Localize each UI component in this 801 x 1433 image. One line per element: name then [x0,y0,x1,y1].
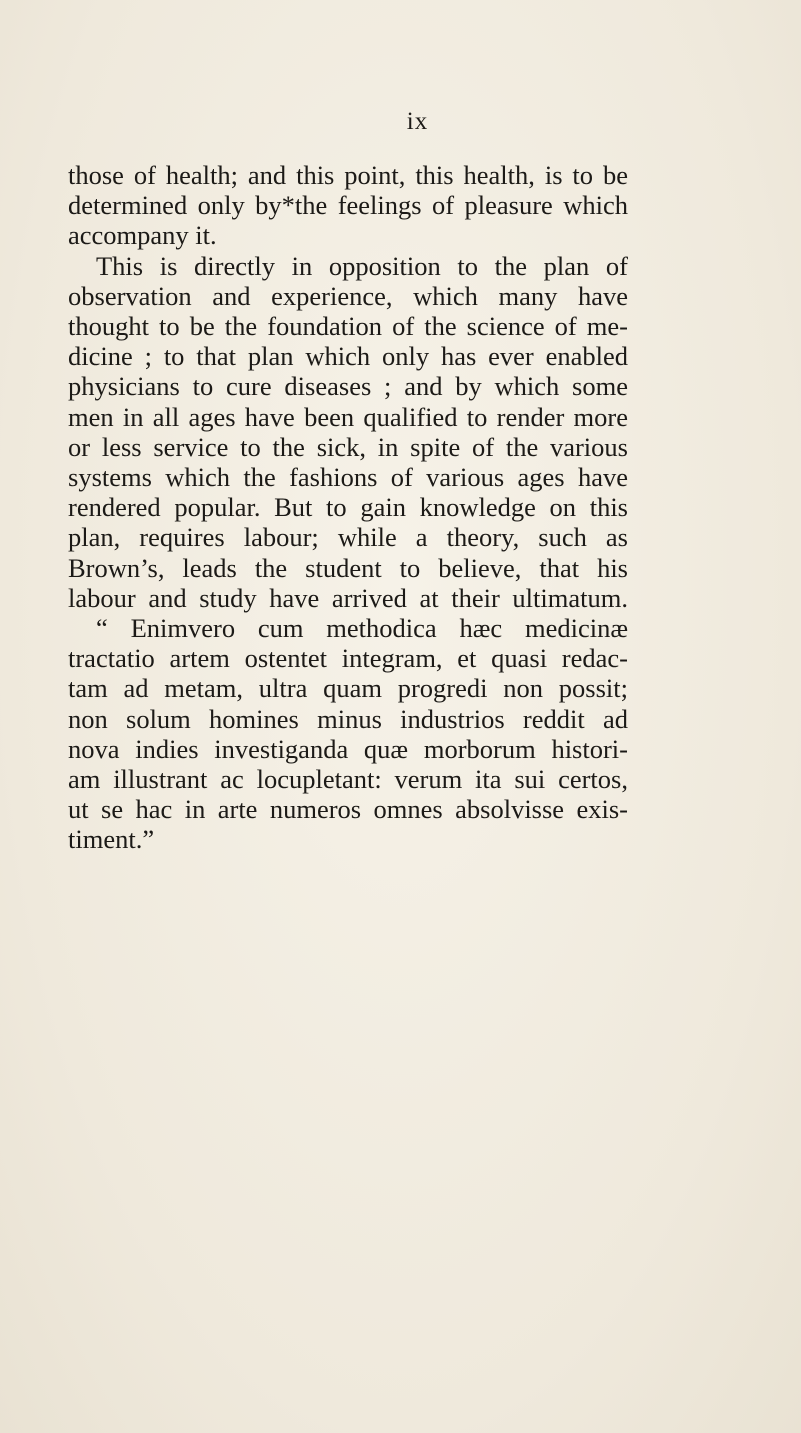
text-line: Brown’s, leads the student to believe, that his [68,552,628,583]
text-line: tractatio artem ostentet integram, et quasi redac- [68,643,628,674]
text-line: plan, requires labour; while a theory, such as [68,522,628,553]
text-line: observation and experience, which many have [68,280,628,311]
text-line: labour and study have arrived at their ultimatum. [68,582,628,613]
text-line: thought to be the foundation of the science of me- [68,311,628,342]
text-line: physicians to cure diseases ; and by which some [68,371,628,402]
text-line: tam ad metam, ultra quam progredi non possit; [68,673,628,704]
text-line: determined only by*the feelings of pleasure which [68,190,628,221]
text-line: dicine ; to that plan which only has ever enabled [68,341,628,372]
text-line: This is directly in opposition to the plan of [96,250,628,281]
text-line: or less service to the sick, in spite of the various [68,431,628,462]
text-line: nova indies investiganda quæ morborum histori- [68,733,628,764]
text-line: rendered popular. But to gain knowledge on this [68,492,628,523]
text-line: ut se hac in arte numeros omnes absolvisse exis- [68,794,628,825]
page-number: ix [406,108,429,135]
body-text [68,160,628,855]
text-line: timent.” [68,824,155,855]
text-line: accompany it. [68,220,217,251]
text-line: am illustrant ac locupletant: verum ita sui certos, [68,764,628,795]
text-line: those of health; and this point, this health, is to be [68,160,628,190]
text-line: “ Enimvero cum methodica hæc medicinæ [96,613,628,644]
text-line: systems which the fashions of various ages have [68,462,628,493]
text-line: men in all ages have been qualified to render more [68,401,628,432]
text-line: non solum homines minus industrios reddit ad [68,703,628,734]
